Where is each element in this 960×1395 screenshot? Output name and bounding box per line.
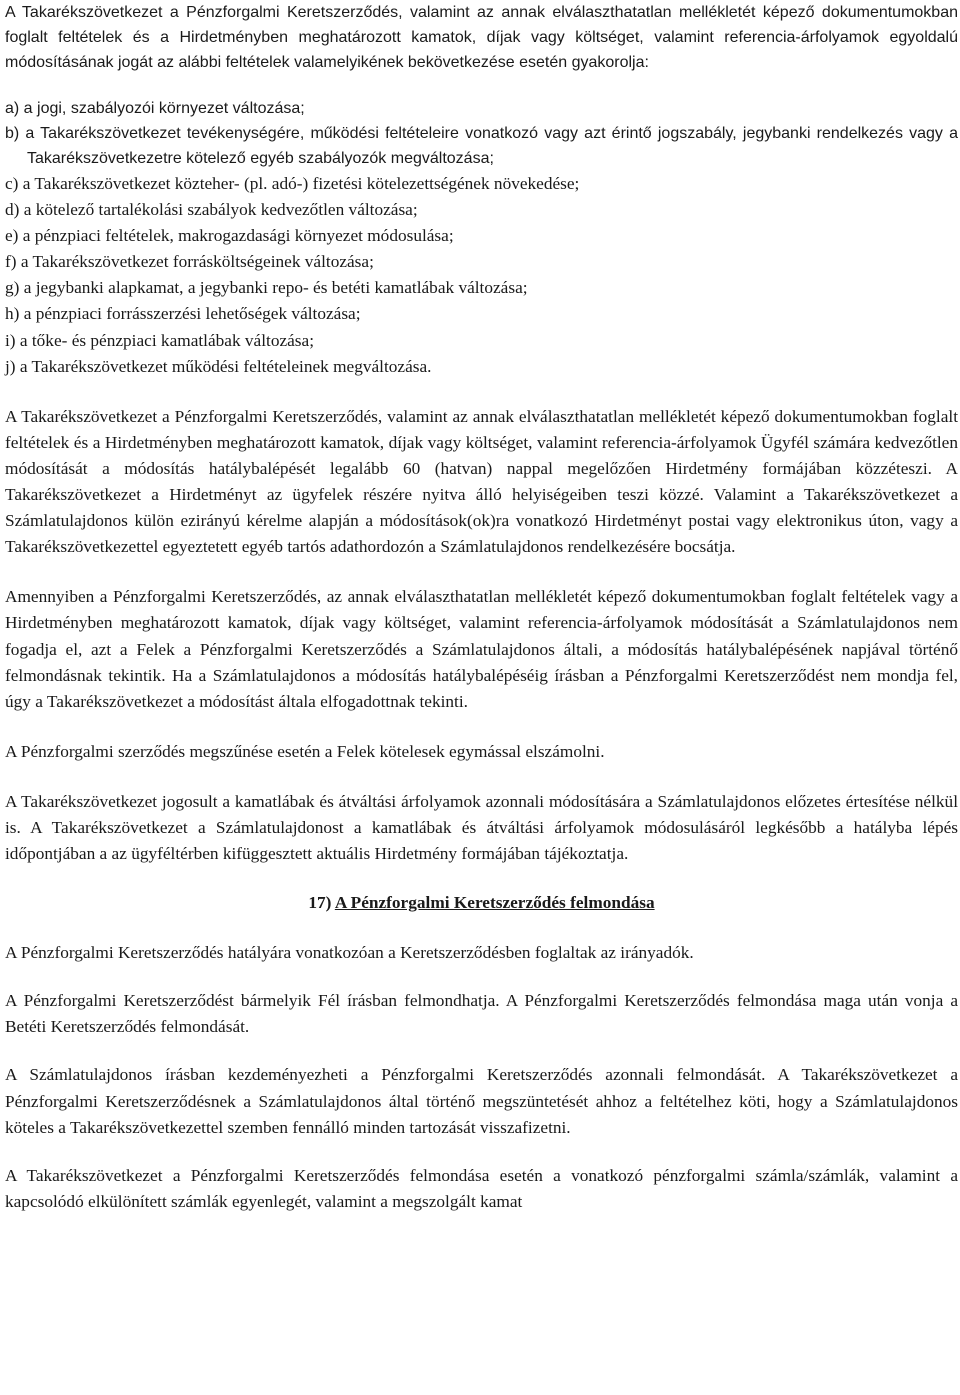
paragraph-interest-rates: A Takarékszövetkezet jogosult a kamatlábak és átváltási árfolyamok azonnali módosítására a Számlatulajdonos előzetes értesítése nélkül is. A Takarékszövetkezet a Számlatulajdonost a kamatlábak és átváltási árfolyamok módosulásáról legkésőbb a hatályba lépés időpontjában a az ügyféltérben kifüggesztett aktuális Hirdetmény formájában tájékoztatja. bbox=[5, 791, 958, 864]
intro-paragraph: A Takarékszövetkezet a Pénzforgalmi Keretszerződés, valamint az annak elválaszthatatlan mellékletét képező dokumentumokban foglalt feltételek és a Hirdetményben meghatározott kamatok, díjak vagy költséget, valamint referencia-árfolyamok egyoldalú módosításának jogát az alábbi feltételek valamelyikének bekövetkezése esetén gyakorolja: bbox=[5, 4, 958, 71]
paragraph-immediate-termination: A Számlatulajdonos írásban kezdeményezheti a Pénzforgalmi Keretszerződés azonnali felmondását. A Takarékszövetkezet a Pénzforgalmi Keretszerződésnek a Számlatulajdonos által történő megszüntetését ahhoz a feltételhez köti, hogy a Számlatulajdonos köteles a Takarékszövetkezettel szemben fennálló minden tartozását visszafizetni. bbox=[5, 1065, 958, 1137]
paragraph-settlement: A Pénzforgalmi szerződés megszűnése esetén a Felek kötelesek egymással elszámolni. bbox=[5, 741, 605, 761]
list-item: b) a Takarékszövetkezet tevékenységére, működési feltételeire vonatkozó vagy azt érintő jogszabály, jegybanki rendelkezés vagy a Takarékszövetkezetre kötelező egyéb szabályozók megváltozása; bbox=[5, 125, 958, 167]
paragraph-account-balance: A Takarékszövetkezet a Pénzforgalmi Keretszerződés felmondása esetén a vonatkozó pénzforgalmi számla/számlák, valamint a kapcsolódó elkülönített számlák egyenlegét, valamint a megszolgált kamat bbox=[5, 1165, 958, 1211]
list-item: f) a Takarékszövetkezet forrásköltségeinek változása; bbox=[5, 252, 374, 272]
list-item: g) a jegybanki alapkamat, a jegybanki repo- és betéti kamatlábak változása; bbox=[5, 278, 528, 298]
paragraph-modification-notice: A Takarékszövetkezet a Pénzforgalmi Keretszerződés, valamint az annak elválaszthatatlan mellékletét képező dokumentumokban foglalt feltételek és a Hirdetményben meghatározott kamatok, díjak vagy költséget, valamint referencia-árfolyamok Ügyfél számára kedvezőtlen módosítását a módosítás hatálybalépését legalább 60 (hatvan) nappal megelőzően Hirdetmény formájában közzéteszi. A Takarékszövetkezet a Hirdetményt az ügyfelek részére nyitva álló helyiségeiben teszi közzé. Valamint a Takarékszövetkezet a Számlatulajdonos külön ezirányú kérelme alapján a módosítások(ok)ra vonatkozó Hirdetményt postai vagy elektronikus úton, vagy a Takarékszövetkezettel egyeztetett egyéb tartós adathordozón a Számlatulajdonos rendelkezésére bocsátja. bbox=[5, 406, 958, 557]
paragraph-scope: A Pénzforgalmi Keretszerződés hatályára vonatkozóan a Keretszerződésben foglaltak az irányadók. bbox=[5, 943, 694, 963]
list-item: a) a jogi, szabályozói környezet változása; bbox=[5, 100, 305, 117]
list-item: e) a pénzpiaci feltételek, makrogazdasági környezet módosulása; bbox=[5, 226, 454, 246]
list-item: j) a Takarékszövetkezet működési feltételeinek megváltozása. bbox=[5, 356, 432, 376]
list-item: h) a pénzpiaci forrásszerzési lehetőségek változása; bbox=[5, 304, 361, 324]
document-page bbox=[5, 0, 958, 1215]
paragraph-termination: A Pénzforgalmi Keretszerződést bármelyik Fél írásban felmondhatja. A Pénzforgalmi Keretszerződés felmondása maga után vonja a Betéti Keretszerződés felmondását. bbox=[5, 991, 958, 1037]
list-item: i) a tőke- és pénzpiaci kamatlábak változása; bbox=[5, 330, 314, 350]
conditions-list bbox=[5, 96, 958, 380]
section-title: A Pénzforgalmi Keretszerződés felmondása bbox=[334, 893, 655, 913]
section-number: 17) bbox=[308, 893, 332, 913]
list-item: c) a Takarékszövetkezet közteher- (pl. adó-) fizetési kötelezettségének növekedése; bbox=[5, 174, 580, 193]
section-17-heading bbox=[5, 890, 958, 916]
paragraph-non-acceptance: Amennyiben a Pénzforgalmi Keretszerződés, az annak elválaszthatatlan mellékletét képező dokumentumokban foglalt feltételek vagy a Hirdetményben meghatározott kamatok, díjak vagy költséget, valamint referencia-árfolyamok módosítását a Számlatulajdonos nem fogadja el, azt a Felek a Pénzforgalmi Keretszerződés a Számlatulajdonos általi, a módosítás hatálybalépésének napjával történő felmondásnak tekintik. Ha a Számlatulajdonos a módosítás hatálybalépéséig írásban a Pénzforgalmi Keretszerződést nem mondja fel, úgy a Takarékszövetkezet a módosítást általa elfogadottnak tekinti. bbox=[5, 587, 958, 711]
list-item: d) a kötelező tartalékolási szabályok kedvezőtlen változása; bbox=[5, 200, 418, 220]
